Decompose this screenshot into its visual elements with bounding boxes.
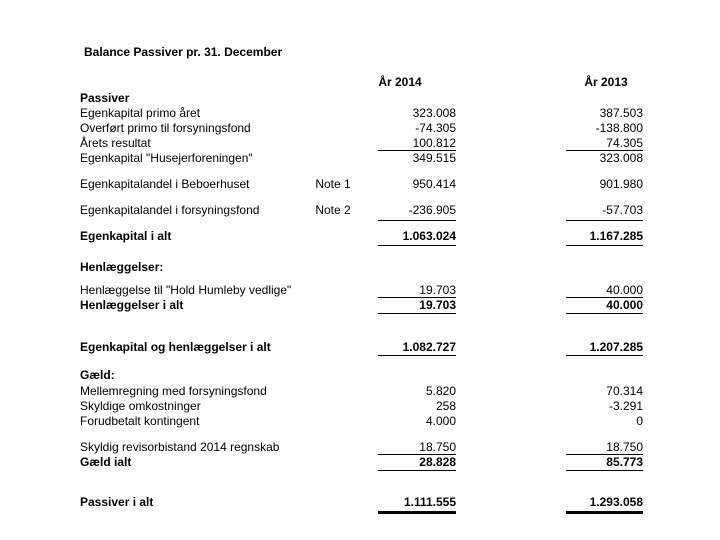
row-label: Egenkapital primo året xyxy=(80,106,201,120)
row-label: Egenkapitalandel i forsyningsfond xyxy=(80,203,260,217)
value-2014: 349.515 xyxy=(412,151,456,165)
rule-line xyxy=(378,355,456,356)
value-2014: 258 xyxy=(435,399,456,413)
note-ref: Note 1 xyxy=(315,177,351,191)
row-label: Egenkapitalandel i Beboerhuset xyxy=(80,177,250,191)
document-title: Balance Passiver pr. 31. December xyxy=(84,45,283,59)
rule-line xyxy=(378,454,456,455)
value-2014: 100.812 xyxy=(412,136,456,150)
rule-line xyxy=(378,245,456,246)
rule-line xyxy=(566,245,643,246)
value-2013: 40.000 xyxy=(606,298,643,312)
value-2013: 85.773 xyxy=(606,455,643,469)
value-2014: -236.905 xyxy=(408,203,456,217)
value-2013: 18.750 xyxy=(606,440,643,454)
row-label: Henlæggelser i alt xyxy=(80,298,184,312)
value-2013: 74.305 xyxy=(606,136,643,150)
row-label: Henlæggelse til "Hold Humleby vedlige" xyxy=(80,283,292,297)
value-2014: 323.008 xyxy=(412,106,456,120)
rule-line xyxy=(566,355,643,356)
rule-line xyxy=(378,470,456,471)
row-label: Skyldige omkostninger xyxy=(80,399,201,413)
value-2013: -138.800 xyxy=(595,121,643,135)
rule-line xyxy=(566,470,643,471)
value-2013: 323.008 xyxy=(599,151,643,165)
rule-line xyxy=(566,511,643,514)
rule-line xyxy=(566,220,643,221)
value-2014: -74.305 xyxy=(415,121,456,135)
value-2014: 950.414 xyxy=(412,177,456,191)
row-label: Gæld: xyxy=(80,368,115,382)
value-2014: 1.063.024 xyxy=(402,229,456,243)
value-2014: 1.082.727 xyxy=(402,340,456,354)
rule-line xyxy=(566,313,643,314)
row-label: Gæld ialt xyxy=(80,455,132,469)
value-2013: -3.291 xyxy=(608,399,643,413)
row-label: Egenkapital "Husejerforeningen" xyxy=(80,151,253,165)
row-label: Forudbetalt kontingent xyxy=(80,414,200,428)
rule-line xyxy=(378,150,456,151)
row-label: Passiver xyxy=(80,91,130,105)
row-label: Skyldig revisorbistand 2014 regnskab xyxy=(80,440,280,454)
row-label: Egenkapital i alt xyxy=(80,229,172,243)
row-label: Egenkapital og henlæggelser i alt xyxy=(80,340,271,354)
column-header-2013: År 2013 xyxy=(584,75,628,89)
value-2013: 0 xyxy=(636,414,643,428)
note-ref: Note 2 xyxy=(315,203,351,217)
value-2014: 18.750 xyxy=(419,440,456,454)
rule-line xyxy=(566,150,643,151)
value-2013: 40.000 xyxy=(606,283,643,297)
rule-line xyxy=(378,220,456,221)
value-2014: 28.828 xyxy=(419,455,456,469)
row-label: Årets resultat xyxy=(80,136,151,150)
value-2014: 1.111.555 xyxy=(403,495,456,509)
row-label: Passiver i alt xyxy=(80,495,154,509)
rule-line xyxy=(566,297,643,298)
value-2014: 4.000 xyxy=(425,414,456,428)
rule-line xyxy=(378,313,456,314)
value-2014: 5.820 xyxy=(425,384,456,398)
rule-line xyxy=(378,297,456,298)
rule-line xyxy=(378,511,456,514)
value-2013: -57.703 xyxy=(602,203,643,217)
rule-line xyxy=(566,454,643,455)
value-2013: 1.293.058 xyxy=(589,495,643,509)
value-2013: 387.503 xyxy=(599,106,643,120)
row-label: Henlæggelser: xyxy=(80,260,164,274)
row-label: Overført primo til forsyningsfond xyxy=(80,121,251,135)
value-2013: 901.980 xyxy=(599,177,643,191)
value-2013: 1.207.285 xyxy=(589,340,643,354)
value-2013: 1.167.285 xyxy=(589,229,643,243)
value-2014: 19.703 xyxy=(419,298,456,312)
value-2013: 70.314 xyxy=(606,384,643,398)
value-2014: 19.703 xyxy=(419,283,456,297)
column-header-2014: År 2014 xyxy=(378,75,422,89)
row-label: Mellemregning med forsyningsfond xyxy=(80,384,267,398)
